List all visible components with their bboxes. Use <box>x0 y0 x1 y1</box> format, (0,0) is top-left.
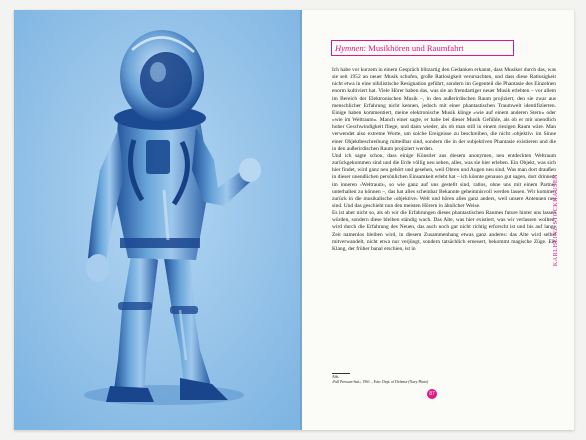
running-head: KARLHEINZ STOCKHAUSEN <box>553 173 559 267</box>
body-paragraph: Ich habe vor kurzem in einem Gespräch blitzartig den Gedanken erkannt, dass Musiker durch das, was sie seit 1952 an neuer Musik schufen, große Ratlosigkeit verursachten, und dass diese Ratlosigkeit nicht etwa in eine nihilistische Resignation geführt, sondern im Gegenteil die Phantasie des Einzelnen enorm kultiviert hat. Viele Hörer haben das, was sie an fremdartiger neuer Musik erlebten – vor allem im Bereich der Elektronischen Musik –, in den außerirdischen Raum projiziert, den sie zwar aus menschlicher Erfahrung nicht kennen, jedoch mit einer phantastischen Traumwelt identifizierten. Einige haben kommentiert, meine elektronische Musik klinge »wie auf einem anderen Stern« oder »wie im Weltraum«. Manch einer sagte, er habe bei dieser Musik Gefühle, als ob er mit unendlich hoher Geschwindigkeit fliege, und dann wieder, als ob man still in einem riesigen Raum wäre. Man verwendet also extreme Worte, um solche Ereignisse zu beschreiben, die nicht ›objektiv‹ im Sinne einer Objektbeschreibung mitteilbar sind, sondern die in der subjektiven Phantasie existieren und die in den außerirdischen Raum projiziert werden. <box>332 67 556 152</box>
right-glove <box>239 158 261 182</box>
body-text <box>332 67 556 253</box>
caption-label: Abb. <box>332 375 340 379</box>
right-page <box>302 10 574 430</box>
chapter-title <box>331 40 514 56</box>
left-glove <box>86 254 110 282</box>
body-paragraph: Und ich sagte schon, dass einige Künstler aus diesem anonymen, neu entdeckten Weltraum zurückgekommen sind und die Erde völlig neu sehen, alles, was sie hier erleben. Ein Objekt, was sich hier findet, wird ganz neu gehört und gesehen, weil Ohren und Augen neu sind. Was man dort draußen in dieser unendlichen persönlichen Einsamkeit erlebt hat – ich könnte genauso gut sagen, dort drinnen, im inneren ›Weltraum‹, so wie ganz auf uns gestellt sind, ratlos, ohne uns mit einem Partner unterhalten zu können –, das hat alles scheinbar Bekannte geheimnisvoll werden lassen. Wir kommen zurück in die musikalische ›objektive‹ Welt und hören alles ganz anders, weil unsere Antennen neu sind. Und das geschieht nun den meisten Hörern in ähnlicher Weise. <box>332 152 556 209</box>
book-spread <box>14 10 574 430</box>
page-number: 87 <box>427 389 437 399</box>
helmet-visor <box>140 52 192 108</box>
chapter-title-italic: Hymnen <box>335 43 364 53</box>
caption-rule <box>332 373 350 374</box>
astronaut-photo <box>14 10 302 430</box>
chapter-title-rest: : Musikhören und Raumfahrt <box>363 43 464 53</box>
body-paragraph: Es ist aber nicht so, als ob wir die Erfahrungen dieses phantastischen Raumes future hinter uns lassen würden, sondern diese bleiben ständig wach. Das Alte, was hier existiert, was wir verlassen wollten, wird durch die Erfahrung des Neuen, das auch noch gar nicht richtig erforscht ist und bis auf lange Zeit namenlos bleiben wird, in diesem Zusammenhang etwas ganz anderes: das Alte wird selbst mitverwandelt, nicht etwa nur verjüngt, sondern tatsächlich erneuert, bekommt magische Züge. Ein Klang, der früher banal erschien, ist in <box>332 210 556 252</box>
image-caption <box>332 373 502 385</box>
caption-text: ›Full Pressure Suit‹, 1961 – Foto: Dept. of Defense (Navy Photo) <box>332 380 429 384</box>
left-page-photo <box>14 10 302 430</box>
left-boot <box>106 386 154 402</box>
